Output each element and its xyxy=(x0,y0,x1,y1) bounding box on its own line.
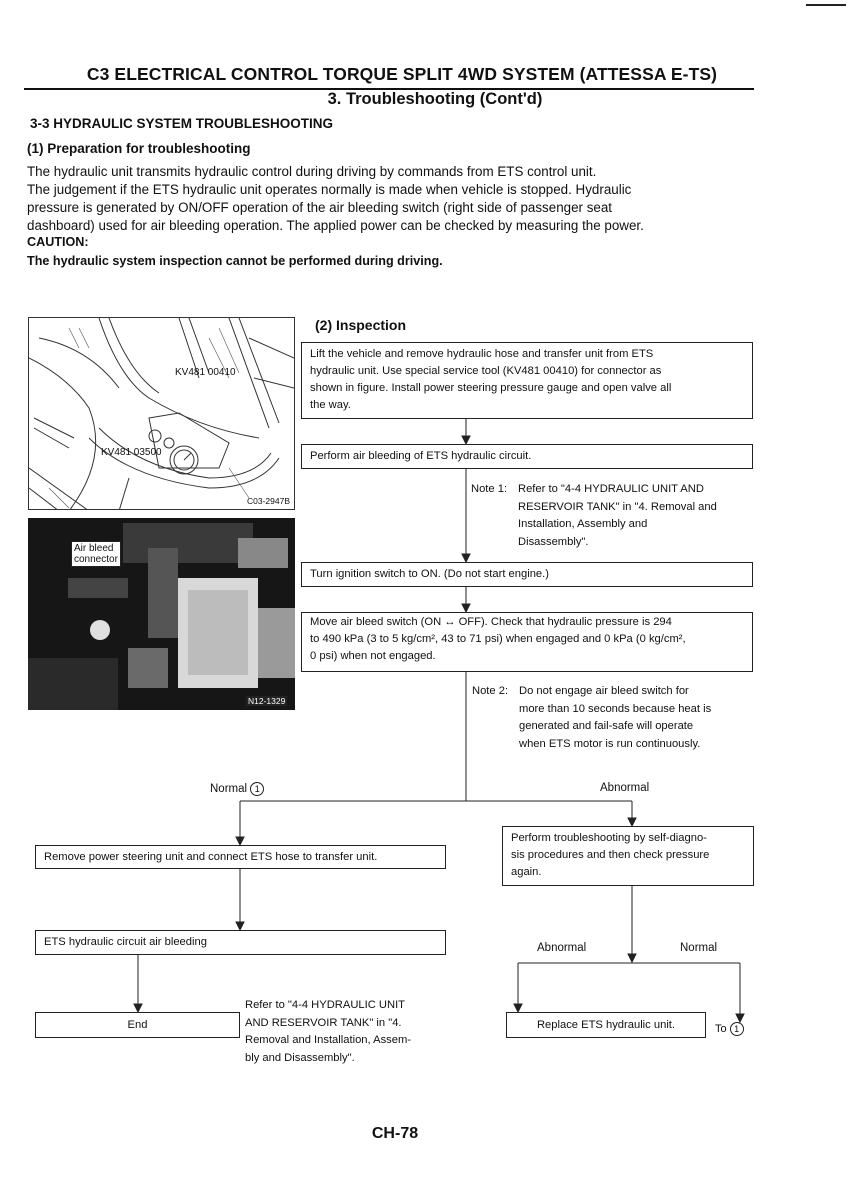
step-lift-vehicle: Lift the vehicle and remove hydraulic hose and transfer unit from ETS hydraulic unit. Use special service tool (KV481 00410) for connector as shown in figure. Install power steering pressure gauge and open valve all the way. xyxy=(301,342,753,419)
step-air-bleeding: Perform air bleeding of ETS hydraulic circuit. xyxy=(301,444,753,469)
page-number: CH-78 xyxy=(371,1125,419,1142)
tool-label-1: KV481 00410 xyxy=(175,367,236,378)
step-remove-power-steering: Remove power steering unit and connect ETS hose to transfer unit. xyxy=(35,845,446,869)
air-bleed-label: Air bleed connector xyxy=(71,541,121,567)
circle-one-marker: 1 xyxy=(730,1022,744,1036)
note-1-text: Refer to "4-4 HYDRAULIC UNIT AND RESERVOIR TANK" in "4. Removal and Installation, Assembly and Disassembly". xyxy=(518,483,717,548)
figure-id: C03-2947B xyxy=(247,496,291,506)
note-2: Note 2: xyxy=(472,685,509,697)
inspection-title: (2) Inspection xyxy=(315,317,407,333)
caution-label: CAUTION: xyxy=(27,235,89,249)
prep-title: (1) Preparation for troubleshooting xyxy=(27,141,251,156)
note-2-text: Do not engage air bleed switch for more than 10 seconds because heat is generated and fail-safe will operate when ETS motor is run continuously. xyxy=(519,685,712,750)
branch-abnormal-2: Abnormal xyxy=(537,942,587,954)
chapter-title: C3 ELECTRICAL CONTROL TORQUE SPLIT 4WD SYSTEM (ATTESSA E-TS) xyxy=(86,64,718,84)
note-1: Note 1: xyxy=(471,483,508,495)
reference-note: Refer to "4-4 HYDRAULIC UNIT AND RESERVOIR TANK" in "4. Removal and Installation, Assem- bly and Disassembly". xyxy=(245,999,412,1064)
step-replace-unit: Replace ETS hydraulic unit. xyxy=(506,1012,706,1038)
step-circuit-air-bleeding: ETS hydraulic circuit air bleeding xyxy=(35,930,446,955)
para-line: dashboard) used for air bleeding operation. The applied power can be checked by measuring the power. xyxy=(27,218,644,233)
branch-abnormal: Abnormal xyxy=(600,782,650,794)
end-box: End xyxy=(35,1012,240,1038)
para-line: pressure is generated by ON/OFF operation of the air bleeding switch (right side of passenger seat xyxy=(27,200,613,215)
goto-marker: To 1 xyxy=(715,1022,744,1036)
branch-normal: Normal 1 xyxy=(210,782,264,796)
tool-label-2: KV481 03500 xyxy=(101,447,162,458)
section-title: 3. Troubleshooting (Cont'd) xyxy=(327,90,543,108)
para-line: The hydraulic unit transmits hydraulic control during driving by commands from ETS control unit. xyxy=(27,164,597,179)
circle-one-marker: 1 xyxy=(250,782,264,796)
step-check-pressure: Move air bleed switch (ON ↔ OFF). Check that hydraulic pressure is 294 to 490 kPa (3 to 5 kg/cm², 43 to 71 psi) when engaged and 0 kPa (0 kg/cm², 0 psi) when not engaged. xyxy=(301,612,753,672)
branch-normal-2: Normal xyxy=(680,942,718,954)
subsection-title: 3-3 HYDRAULIC SYSTEM TROUBLESHOOTING xyxy=(30,116,334,131)
step-self-diagnosis: Perform troubleshooting by self-diagno- sis procedures and then check pressure again. xyxy=(502,826,754,886)
step-ignition-on: Turn ignition switch to ON. (Do not start engine.) xyxy=(301,562,753,587)
para-line: The judgement if the ETS hydraulic unit operates normally is made when vehicle is stopped. Hydraulic xyxy=(27,182,632,197)
caution-text: The hydraulic system inspection cannot be performed during driving. xyxy=(27,254,443,268)
photo-id: N12-1329 xyxy=(248,696,286,706)
